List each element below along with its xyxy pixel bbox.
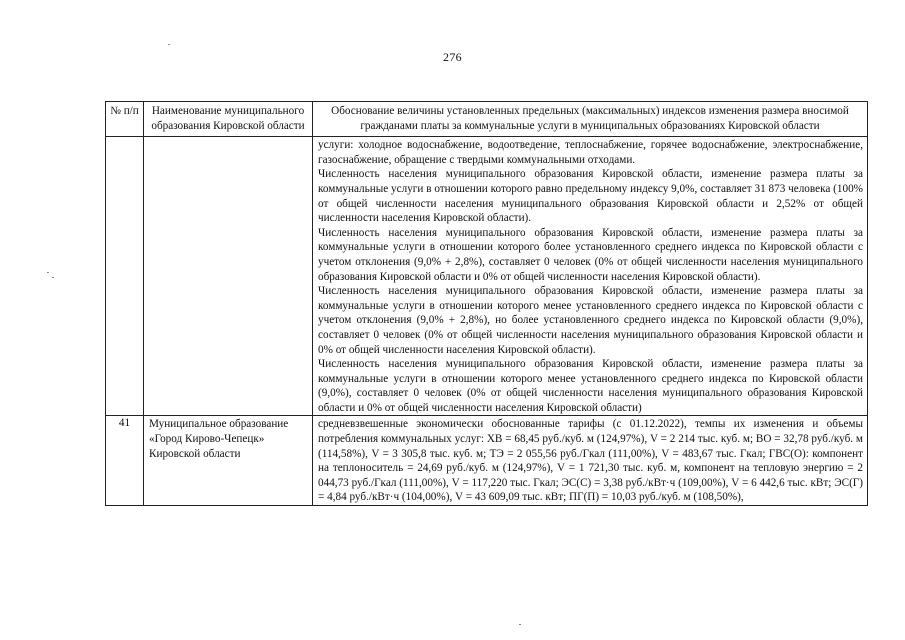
header-name-text: Наименование муниципального образования Кировской области <box>151 105 305 132</box>
row-cont-name <box>144 137 313 416</box>
paragraph-population-between: Численность населения муниципального образования Кировской области, изменение размера платы за коммунальные услуги в отношении которого менее установленного среднего индекса по Кировской области с учетом отклонения (9,0% + 2,8%), но более установленного среднего индекса по Кировской области (9,0%), составляет 0 человек (0% от общей численности населения муниципального образования Кировской области и 0% от общей численности населения Кировской области). <box>318 285 863 356</box>
paragraph-tariffs: средневзвешенные экономически обоснованные тарифы (с 01.12.2022), темпы их изменения и объемы потребления коммунальных услуг: ХВ = 68,45 руб./куб. м (124,97%), V = 2 214 тыс. куб. м; ВО = 32,78 руб./куб. м (114,58%), V = 3 305,8 тыс. куб. м; ТЭ = 2 055,56 руб./Гкал (111,00%), V = 483,67 тыс. Гкал; ГВС(О): компонент на теплоноситель = 24,69 руб./куб. м (124,97%), V = 1 721,30 тыс. куб. м, компонент на тепловую энергию = 2 044,73 руб./Гкал (111,00%), V = 117,220 тыс. Гкал; ЭС(С) = 3,38 руб./кВт·ч (109,00%), V = 6 442,6 тыс. кВт; ЭС(Г) = 4,84 руб./кВт·ч (104,00%), V = 43 609,09 тыс. кВт; ПГ(П) = 10,03 руб./куб. м (108,50%), <box>318 418 863 504</box>
header-num-text: № п/п <box>110 105 139 117</box>
row-cont-desc <box>313 137 868 416</box>
row-41-num: 41 <box>106 416 144 506</box>
page-number: 276 <box>443 50 462 64</box>
paragraph-population-equal: Численность населения муниципального образования Кировской области, изменение размера платы за коммунальные услуги в отношении которого равно предельному индексу 9,0%, составляет 31 873 человека (100% от общей численности населения муниципального образования Кировской области и 2,52% от общей численности населения Кировской области). <box>318 168 863 225</box>
paragraph-population-below: Численность населения муниципального образования Кировской области, изменение размера платы за коммунальные услуги в отношении которого менее установленного среднего индекса по Кировской области (9,0%), составляет 0 человек (0% от общей численности населения муниципального образования Кировской области и 0% от общей численности населения Кировской области) <box>318 358 863 414</box>
scan-speck <box>47 272 49 273</box>
header-desc <box>313 102 868 137</box>
row-41-name: Муниципальное образование «Город Кирово-Чепецк» Кировской области <box>149 418 289 460</box>
justification-table <box>105 101 868 506</box>
table-row-continued <box>106 137 868 416</box>
table-row-41 <box>106 416 868 506</box>
table-header-row <box>106 102 868 137</box>
header-desc-text: Обоснование величины установленных предельных (максимальных) индексов изменения размера вносимой гражданами платы за коммунальные услуги в муниципальных образованиях Кировской области <box>331 105 849 132</box>
row-41-name-cell <box>144 416 313 506</box>
paragraph-services: услуги: холодное водоснабжение, водоотведение, теплоснабжение, горячее водоснабжение, электроснабжение, газоснабжение, обращение с твердыми коммунальными отходами. <box>318 139 863 166</box>
header-num <box>106 102 144 137</box>
scan-speck <box>52 277 54 278</box>
paragraph-population-above: Численность населения муниципального образования Кировской области, изменение размера платы за коммунальные услуги в отношении которого более установленного среднего индекса по Кировской области с учетом отклонения (9,0% + 2,8%), составляет 0 человек (0% от общей численности населения муниципального образования Кировской области и 0% от общей численности населения Кировской области). <box>318 226 863 283</box>
row-cont-num <box>106 137 144 416</box>
header-name <box>144 102 313 137</box>
scan-speck <box>168 44 170 45</box>
scan-speck <box>519 624 521 625</box>
row-41-desc <box>313 416 868 506</box>
